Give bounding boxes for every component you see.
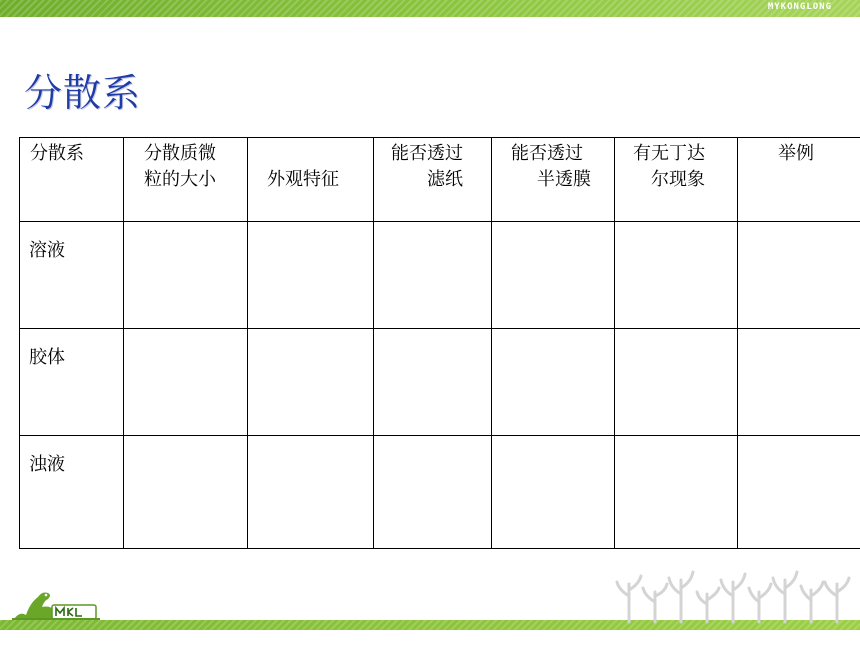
table-cell: [738, 329, 860, 436]
header-label: 分散质微: [144, 143, 216, 164]
row-label-solution: 溶液: [20, 222, 124, 329]
row-label-suspension: 浊液: [20, 436, 124, 549]
header-cell-system: [20, 138, 124, 222]
slide-title: 分散系: [24, 71, 142, 115]
table-row: [20, 436, 860, 549]
table-cell: [615, 329, 738, 436]
header-cell-filter-paper: [374, 138, 492, 222]
table-cell: [124, 436, 248, 549]
header-label: 举例: [778, 143, 814, 164]
header-label: 尔现象: [651, 169, 705, 190]
header-cell-particle-size: [124, 138, 248, 222]
table-cell: [615, 436, 738, 549]
table-cell: [248, 222, 374, 329]
table-cell: [738, 222, 860, 329]
header-label: 能否透过: [391, 143, 463, 164]
table-cell: [615, 222, 738, 329]
header-cell-semipermeable: [492, 138, 615, 222]
table-cell: [492, 436, 615, 549]
table-cell: [374, 329, 492, 436]
dinosaur-logo-icon: [12, 585, 102, 625]
header-cell-examples: [738, 138, 860, 222]
header-label: 半透膜: [537, 169, 591, 190]
table-row: [20, 222, 860, 329]
table-row: [20, 329, 860, 436]
table-cell: [124, 329, 248, 436]
header-cell-tyndall: [615, 138, 738, 222]
decorative-plants-icon: [615, 566, 851, 624]
table-cell: [374, 222, 492, 329]
header-label: 外观特征: [267, 169, 339, 190]
header-row: [20, 138, 860, 222]
table-cell: [248, 436, 374, 549]
table-cell: [248, 329, 374, 436]
header-label: 粒的大小: [144, 169, 216, 190]
dispersion-table: [19, 137, 860, 549]
header-label: 有无丁达: [633, 143, 705, 164]
table-cell: [492, 329, 615, 436]
header-label: 滤纸: [427, 169, 463, 190]
table-cell: [492, 222, 615, 329]
table-cell: [374, 436, 492, 549]
brand-text: MYKONGLONG: [767, 2, 832, 12]
header-label: 分散系: [30, 143, 84, 164]
table-cell: [124, 222, 248, 329]
row-label-colloid: 胶体: [20, 329, 124, 436]
header-cell-appearance: [248, 138, 374, 222]
table-cell: [738, 436, 860, 549]
top-banner: [0, 0, 860, 17]
header-label: 能否透过: [511, 143, 583, 164]
